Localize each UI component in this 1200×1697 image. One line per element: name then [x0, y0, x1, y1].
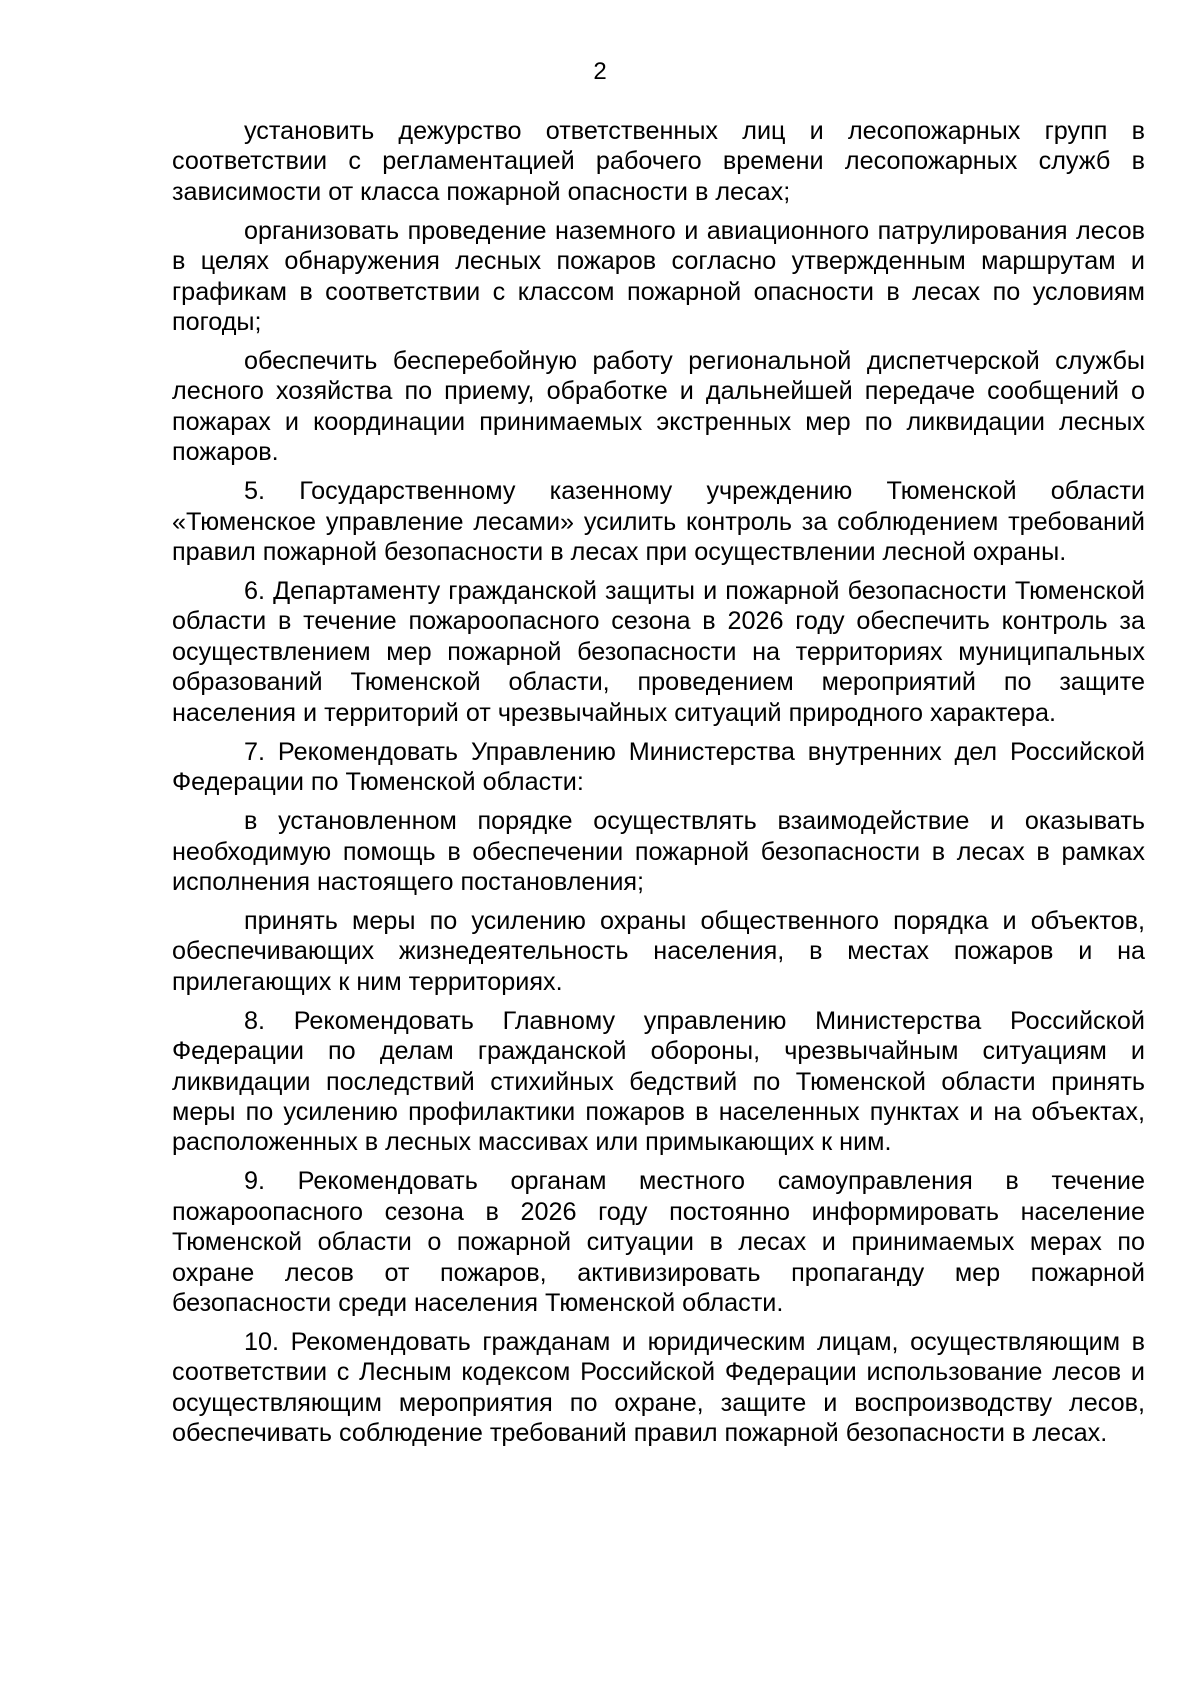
paragraph-item-7-public-order: принять меры по усилению охраны общественного порядка и объектов, обеспечивающих жизнедеятельность населения, в местах пожаров и на прилегающих к ним территориях. [172, 906, 1145, 996]
paragraph-duty-schedule: установить дежурство ответственных лиц и лесопожарных групп в соответствии с регламентацией рабочего времени лесопожарных служб в зависимости от класса пожарной опасности в лесах; [172, 117, 1145, 206]
document-body [172, 116, 1145, 1457]
paragraph-item-7: 7. Рекомендовать Управлению Министерства внутренних дел Российской Федерации по Тюменской области: [172, 737, 1145, 797]
paragraph-patrolling: организовать проведение наземного и авиационного патрулирования лесов в целях обнаружения лесных пожаров согласно утвержденным маршрутам и графикам в соответствии с классом пожарной опасности в лесах по условиям погоды; [172, 216, 1145, 337]
paragraph-item-6: 6. Департаменту гражданской защиты и пожарной безопасности Тюменской области в течение пожароопасного сезона в 2026 году обеспечить контроль за осуществлением мер пожарной безопасности на территориях муниципальных образований Тюменской области, проведением мероприятий по защите населения и территорий от чрезвычайных ситуаций природного характера. [172, 577, 1145, 727]
paragraph-item-10: 10. Рекомендовать гражданам и юридическим лицам, осуществляющим в соответствии с Лесным кодексом Российской Федерации использование лесов и осуществляющим мероприятия по охране, защите и воспроизводству лесов, обеспечивать соблюдение требований правил пожарной безопасности в лесах. [172, 1327, 1145, 1448]
paragraph-item-8: 8. Рекомендовать Главному управлению Министерства Российской Федерации по делам гражданской обороны, чрезвычайным ситуациям и ликвидации последствий стихийных бедствий по Тюменской области принять меры по усилению профилактики пожаров в населенных пунктах и на объектах, расположенных в лесных массивах или примыкающих к ним. [172, 1006, 1145, 1157]
paragraph-item-5: 5. Государственному казенному учреждению Тюменской области «Тюменское управление лесами» усилить контроль за соблюдением требований правил пожарной безопасности в лесах при осуществлении лесной охраны. [172, 477, 1145, 567]
paragraph-item-9: 9. Рекомендовать органам местного самоуправления в течение пожароопасного сезона в 2026 году постоянно информировать население Тюменской области о пожарной ситуации в лесах и принимаемых мерах по охране лесов от пожаров, активизировать пропаганду мер пожарной безопасности среди населения Тюменской области. [172, 1167, 1145, 1317]
page-number: 2 [593, 58, 607, 85]
paragraph-dispatch-service: обеспечить бесперебойную работу региональной диспетчерской службы лесного хозяйства по приему, обработке и дальнейшей передаче сообщений о пожарах и координации принимаемых экстренных мер по ликвидации лесных пожаров. [172, 347, 1145, 467]
paragraph-item-7-interaction: в установленном порядке осуществлять взаимодействие и оказывать необходимую помощь в обеспечении пожарной безопасности в лесах в рамках исполнения настоящего постановления; [172, 807, 1145, 896]
